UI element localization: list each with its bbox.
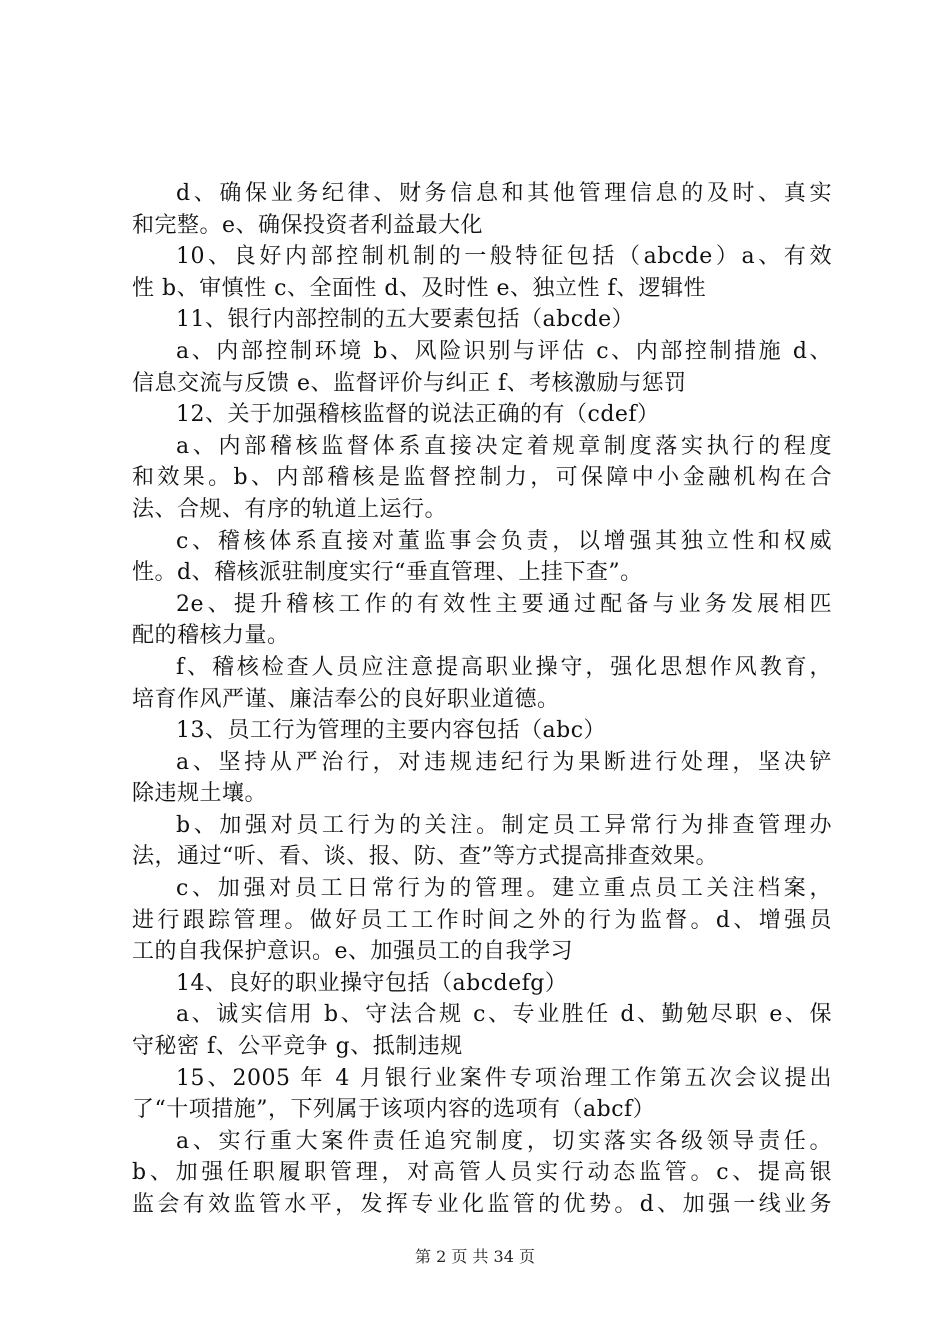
text-line: 法、合规、有序的轨道上运行。 (132, 496, 448, 522)
page-footer: 第 2 页 共 34 页 (415, 1247, 535, 1266)
text-line: c、加强对员工日常行为的管理。建立重点员工关注档案， (176, 876, 832, 902)
text-line: f、稽核检查人员应注意提高职业操守，强化思想作风教育， (176, 654, 832, 680)
text-line: 监会有效监管水平，发挥专业化监管的优势。d、加强一线业务 (132, 1192, 832, 1217)
text-line: b、加强任职履职管理，对高管人员实行动态监管。c、提高银 (132, 1160, 832, 1186)
document-body (132, 178, 832, 1221)
text-line: b、加强对员工行为的关注。制定员工异常行为排查管理办 (176, 812, 832, 838)
text-line: c、稽核体系直接对董监事会负责，以增强其独立性和权威 (176, 528, 832, 554)
text-line: 15、2005 年 4 月银行业案件专项治理工作第五次会议提出 (176, 1065, 832, 1091)
text-line: 守秘密 f、公平竞争 g、抵制违规 (132, 1034, 463, 1060)
text-line: a、坚持从严治行，对违规违纪行为果断进行处理，坚决铲 (176, 749, 832, 775)
text-line: a、诚实信用 b、守法合规 c、专业胜任 d、勤勉尽职 e、保 (176, 1002, 832, 1028)
text-line: 11、银行内部控制的五大要素包括（abcde） (176, 307, 635, 333)
text-line: 信息交流与反馈 e、监督评价与纠正 f、考核激励与惩罚 (132, 370, 687, 396)
text-line: 性 b、审慎性 c、全面性 d、及时性 e、独立性 f、逻辑性 (132, 275, 707, 301)
text-line: 法，通过“听、看、谈、报、防、查”等方式提高排查效果。 (132, 844, 718, 870)
text-line: a、内部控制环境 b、风险识别与评估 c、内部控制措施 d、 (176, 338, 832, 364)
text-line: 除违规土壤。 (132, 781, 268, 807)
text-line: 了“十项措施”，下列属于该项内容的选项有（abcf） (132, 1097, 656, 1123)
text-line: a、实行重大案件责任追究制度，切实落实各级领导责任。 (176, 1128, 832, 1154)
text-line: 10、良好内部控制机制的一般特征包括（abcde）a、有效 (176, 244, 832, 270)
text-line: 进行跟踪管理。做好员工工作时间之外的行为监督。d、增强员 (132, 907, 832, 933)
text-line: 培育作风严谨、廉洁奉公的良好职业道德。 (132, 686, 560, 712)
text-line: 工的自我保护意识。e、加强员工的自我学习 (132, 939, 574, 965)
text-line: 性。d、稽核派驻制度实行“垂直管理、上挂下查”。 (132, 560, 643, 586)
text-line: 和效果。b、内部稽核是监督控制力，可保障中小金融机构在合 (132, 465, 832, 491)
text-line: 2e、提升稽核工作的有效性主要通过配备与业务发展相匹 (176, 591, 832, 617)
text-line: 14、良好的职业操守包括（abcdefg） (176, 970, 568, 996)
text-line: a、内部稽核监督体系直接决定着规章制度落实执行的程度 (176, 433, 832, 459)
text-line: d、确保业务纪律、财务信息和其他管理信息的及时、真实 (176, 181, 832, 206)
text-line: 配的稽核力量。 (132, 623, 290, 649)
text-line: 13、员工行为管理的主要内容包括（abc） (176, 718, 607, 744)
text-line: 和完整。e、确保投资者利益最大化 (132, 212, 484, 238)
text-line: 12、关于加强稽核监督的说法正确的有（cdef） (176, 402, 660, 428)
